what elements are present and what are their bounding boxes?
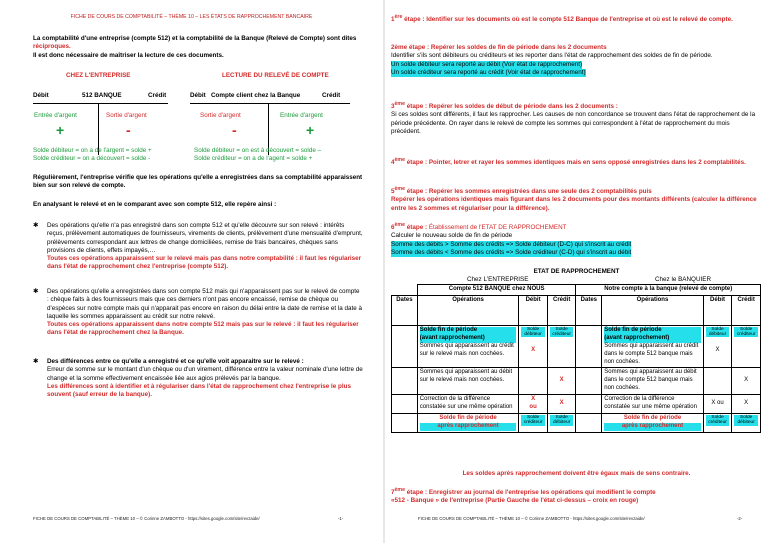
- step-4: 4ème étape : Pointer, letrer et rayer les sommes identiques mais en sens opposé enregistrées dans les 2 comptabilités.: [391, 157, 746, 167]
- star-icon: ✱: [33, 358, 39, 365]
- plus-right: +: [306, 122, 315, 138]
- footer: FICHE DE COURS DE COMPTABILITÉ – THÈME 10 – © Corinne ZAMBOTTO - https://sites.google.com/site/revzaide/: [418, 516, 645, 521]
- chez-entreprise: Chez L'ENTREPRISE: [467, 276, 529, 283]
- etat-title: ETAT DE RAPPROCHEMENT: [533, 268, 620, 275]
- final-note: Les soldes après rapprochement doivent être égaux mais de sens contraire.: [462, 470, 691, 477]
- step-1: 1ère étape : Identifier sur les documents où est le compte 512 Banque de l'entreprise et où est le relevé de compte.: [391, 14, 733, 24]
- sortie-left: Sortie d'argent: [106, 112, 147, 119]
- step-6: 6ème étape : Établissement de l'ETAT DE RAPPROCHEMENT Calculer le nouveau solde de fin de période Somme des débits > Somme des crédits => Solde débiteur (D-C) qui s'inscrit au crédit Somme des débits < Somme des crédits => Solde créditeur (C-D) qui s'inscrit au débit: [391, 222, 632, 256]
- intro: La comptabilité d'une entreprise (compte 512) et la comptabilité de la Banque (Relevé de Compte) sont dites réciproques. Il est donc nécessaire de maîtriser la lecture de ces documents.: [33, 35, 357, 59]
- star-icon: ✱: [33, 288, 39, 295]
- solde-bq-2: Solde créditeur = on a de l'agent = solde +: [194, 155, 313, 162]
- entree-right: Entrée d'argent: [280, 112, 323, 119]
- rapprochement-table: Compte 512 BANQUE chez NOUS Notre compte à la banque (relevé de compte) Dates Opérations Débit Crédit Dates Opérations Débit Crédit Solde fin de période (avant rapprochement) Sommes qui apparaissent au crédit sur le relevé mais non cochées. Solde débiteur X Solde créditeur Solde fin de période (avant rapprochement) Sommes qui apparaissent au crédit dans le compte 512 banque mais non cochées. Solde débiteur X Solde créditeur Sommes qui apparaissent au débit sur le relevé mais non cochées. X Sommes qui apparaissent au débit dans le compte 512 banque mais non cochées. X Correction de la différence constatée sur une même opération X ou X Correction de la différence constatée sur une même opération X ou X Solde fin de période après rapprochement Solde créditeur Solde débiteur Solde fin de période après rapprochement Solde créditeur Solde débiteur: [391, 284, 761, 433]
- solde-ent-1: Solde débiteur = on a de l'argent = solde +: [33, 147, 152, 154]
- solde-ent-2: Solde créditeur = on a découvert = solde -: [33, 155, 151, 162]
- notre-compte-header: Notre compte à la banque (relevé de compte): [576, 285, 761, 296]
- bullet-3: ✱ Des différences entre ce qu'elle a enregistré et ce qu'elle voit apparaitre sur le relevé : Erreur de somme sur le montant d'un chèque ou d'un virement, différence entre la valeur nominale d'une lettre de change et la somme effectivement encaissée liée aux agios prélevés par la banque. Les différences sont à identifier et à régulariser dans l'état de rapprochement chez l'entreprise le plus souvent (sauf erreur de la banque).: [33, 358, 363, 399]
- t-debit: Débit: [33, 92, 49, 99]
- bullet-1: ✱ Des opérations qu'elle n'a pas enregistré dans son compte 512 et qu'elle découvre sur son relevé : intérêts reçus, prélèvement automatiques de fournisseurs, virements de clients, prélèvement d'une mensualité d'emprunt, prélèvements correspondant aux lettres de change domiciliées, remise de frais bancaires, chèques sans provisions de clients, effets impayés,… Toutes ces opérations apparaissent sur le relevé mais pas dans notre comptabilité : il faut les régulariser dans l'état de rapprochement chez l'entreprise (compte 512).: [33, 222, 363, 271]
- chez-banquier: Chez le BANQUIER: [655, 276, 711, 283]
- step-7: 7ème étape : Enregistrer au journal de l'entreprise les opérations qui modifient le compte «512 - Banque » de l'entreprise (Partie Gauche de l'état ci-dessus – croix en rouge): [391, 487, 656, 505]
- page-header: FICHE DE COURS DE COMPTABILITÉ – THÈME 10 – LES ÉTATS DE RAPPROCHEMENT BANCAIRE: [70, 14, 313, 20]
- entree-left: Entrée d'argent: [34, 112, 77, 119]
- right-title: LECTURE DU RELEVÉ DE COMPTE: [222, 72, 329, 79]
- analyse: En analysant le relevé et en le comparant avec son compte 512, elle repère ainsi :: [33, 201, 277, 208]
- star-icon: ✱: [33, 222, 39, 229]
- t-debit-bank: Débit: [190, 92, 206, 99]
- step-2: 2ème étape : Repérer les soldes de fin de période dans les 2 documents Identifier s'ils sont débiteurs ou créditeurs et les reporter dans l'état de rapprochement des soldes de fin de période. Un solde débiteur sera reporté au débit (Voir état de rapprochement) Un solde créditeur sera reporté au crédit (Voir état de rapprochement): [391, 44, 713, 76]
- left-title: CHEZ L'ENTREPRISE: [66, 72, 131, 79]
- footer: FICHE DE COURS DE COMPTABILITÉ – THÈME 10 – © Corinne ZAMBOTTO - https://sites.google.com/site/revzaide/: [33, 516, 260, 521]
- solde-bq-1: Solde débiteur = on est à découvert = solde –: [194, 147, 322, 154]
- bullet-2: ✱ Des opérations qu'elle a enregistrées dans son compte 512 mais qui n'apparaissent pas sur le relevé de compte : chèque faits à des fournisseurs mais que ces derniers n'ont pas encore encaissé, remise de chèque ou d'espèces sur notre compte mais qui n'apparait pas encore en raison du délai entre la date de remise et la date à laquelle les sommes apparaissent au crédit sur notre relevé. Toutes ces opérations apparaissent dans notre compte 512 mais pas sur le relevé : il faut les régulariser dans l'état de rapprochement chez la Banque.: [33, 288, 362, 337]
- minus-left: -: [126, 122, 131, 138]
- t-client-account: Compte client chez la Banque: [211, 92, 301, 99]
- sortie-right: Sortie d'argent: [200, 112, 241, 119]
- page-2: [385, 0, 768, 543]
- compte-512-header: Compte 512 BANQUE chez NOUS: [417, 285, 576, 296]
- t-bank-512: 512 BANQUE: [82, 92, 122, 99]
- t-line-left: [33, 103, 168, 104]
- minus-right: -: [232, 122, 237, 138]
- step-5: 5ème étape : Repérer les sommes enregistrées dans une seule des 2 comptabilités puis Repérer les opérations identiques mais figurant dans les 2 documents pour des montants différents (calculer la différence entre les 2 sommes et régulariser pour la différence).: [391, 186, 757, 212]
- page-number: -2-: [737, 516, 743, 521]
- regul: Régulièrement, l'entreprise vérifie que les opérations qu'elle a enregistrées dans sa comptabilité apparaissent bien sur son relevé de compte.: [33, 174, 363, 190]
- t-line-right: [190, 103, 350, 104]
- t-credit: Crédit: [148, 92, 167, 99]
- step-3: 3ème étape : Repérer les soldes de début de période dans les 2 documents : Si ces soldes sont différents, il faut les rapprocher. Les causes de non concordance se trouvent dans l'état de rapprochement de la période précédente. On rayer dans le relevé de compte les sommes qui correspondent à l'état de rapprochement du mois précédent.: [391, 101, 756, 135]
- page-number: -1-: [338, 516, 344, 521]
- t-credit-bank: Crédit: [322, 92, 341, 99]
- plus-left: +: [56, 122, 65, 138]
- page-1: [0, 0, 383, 543]
